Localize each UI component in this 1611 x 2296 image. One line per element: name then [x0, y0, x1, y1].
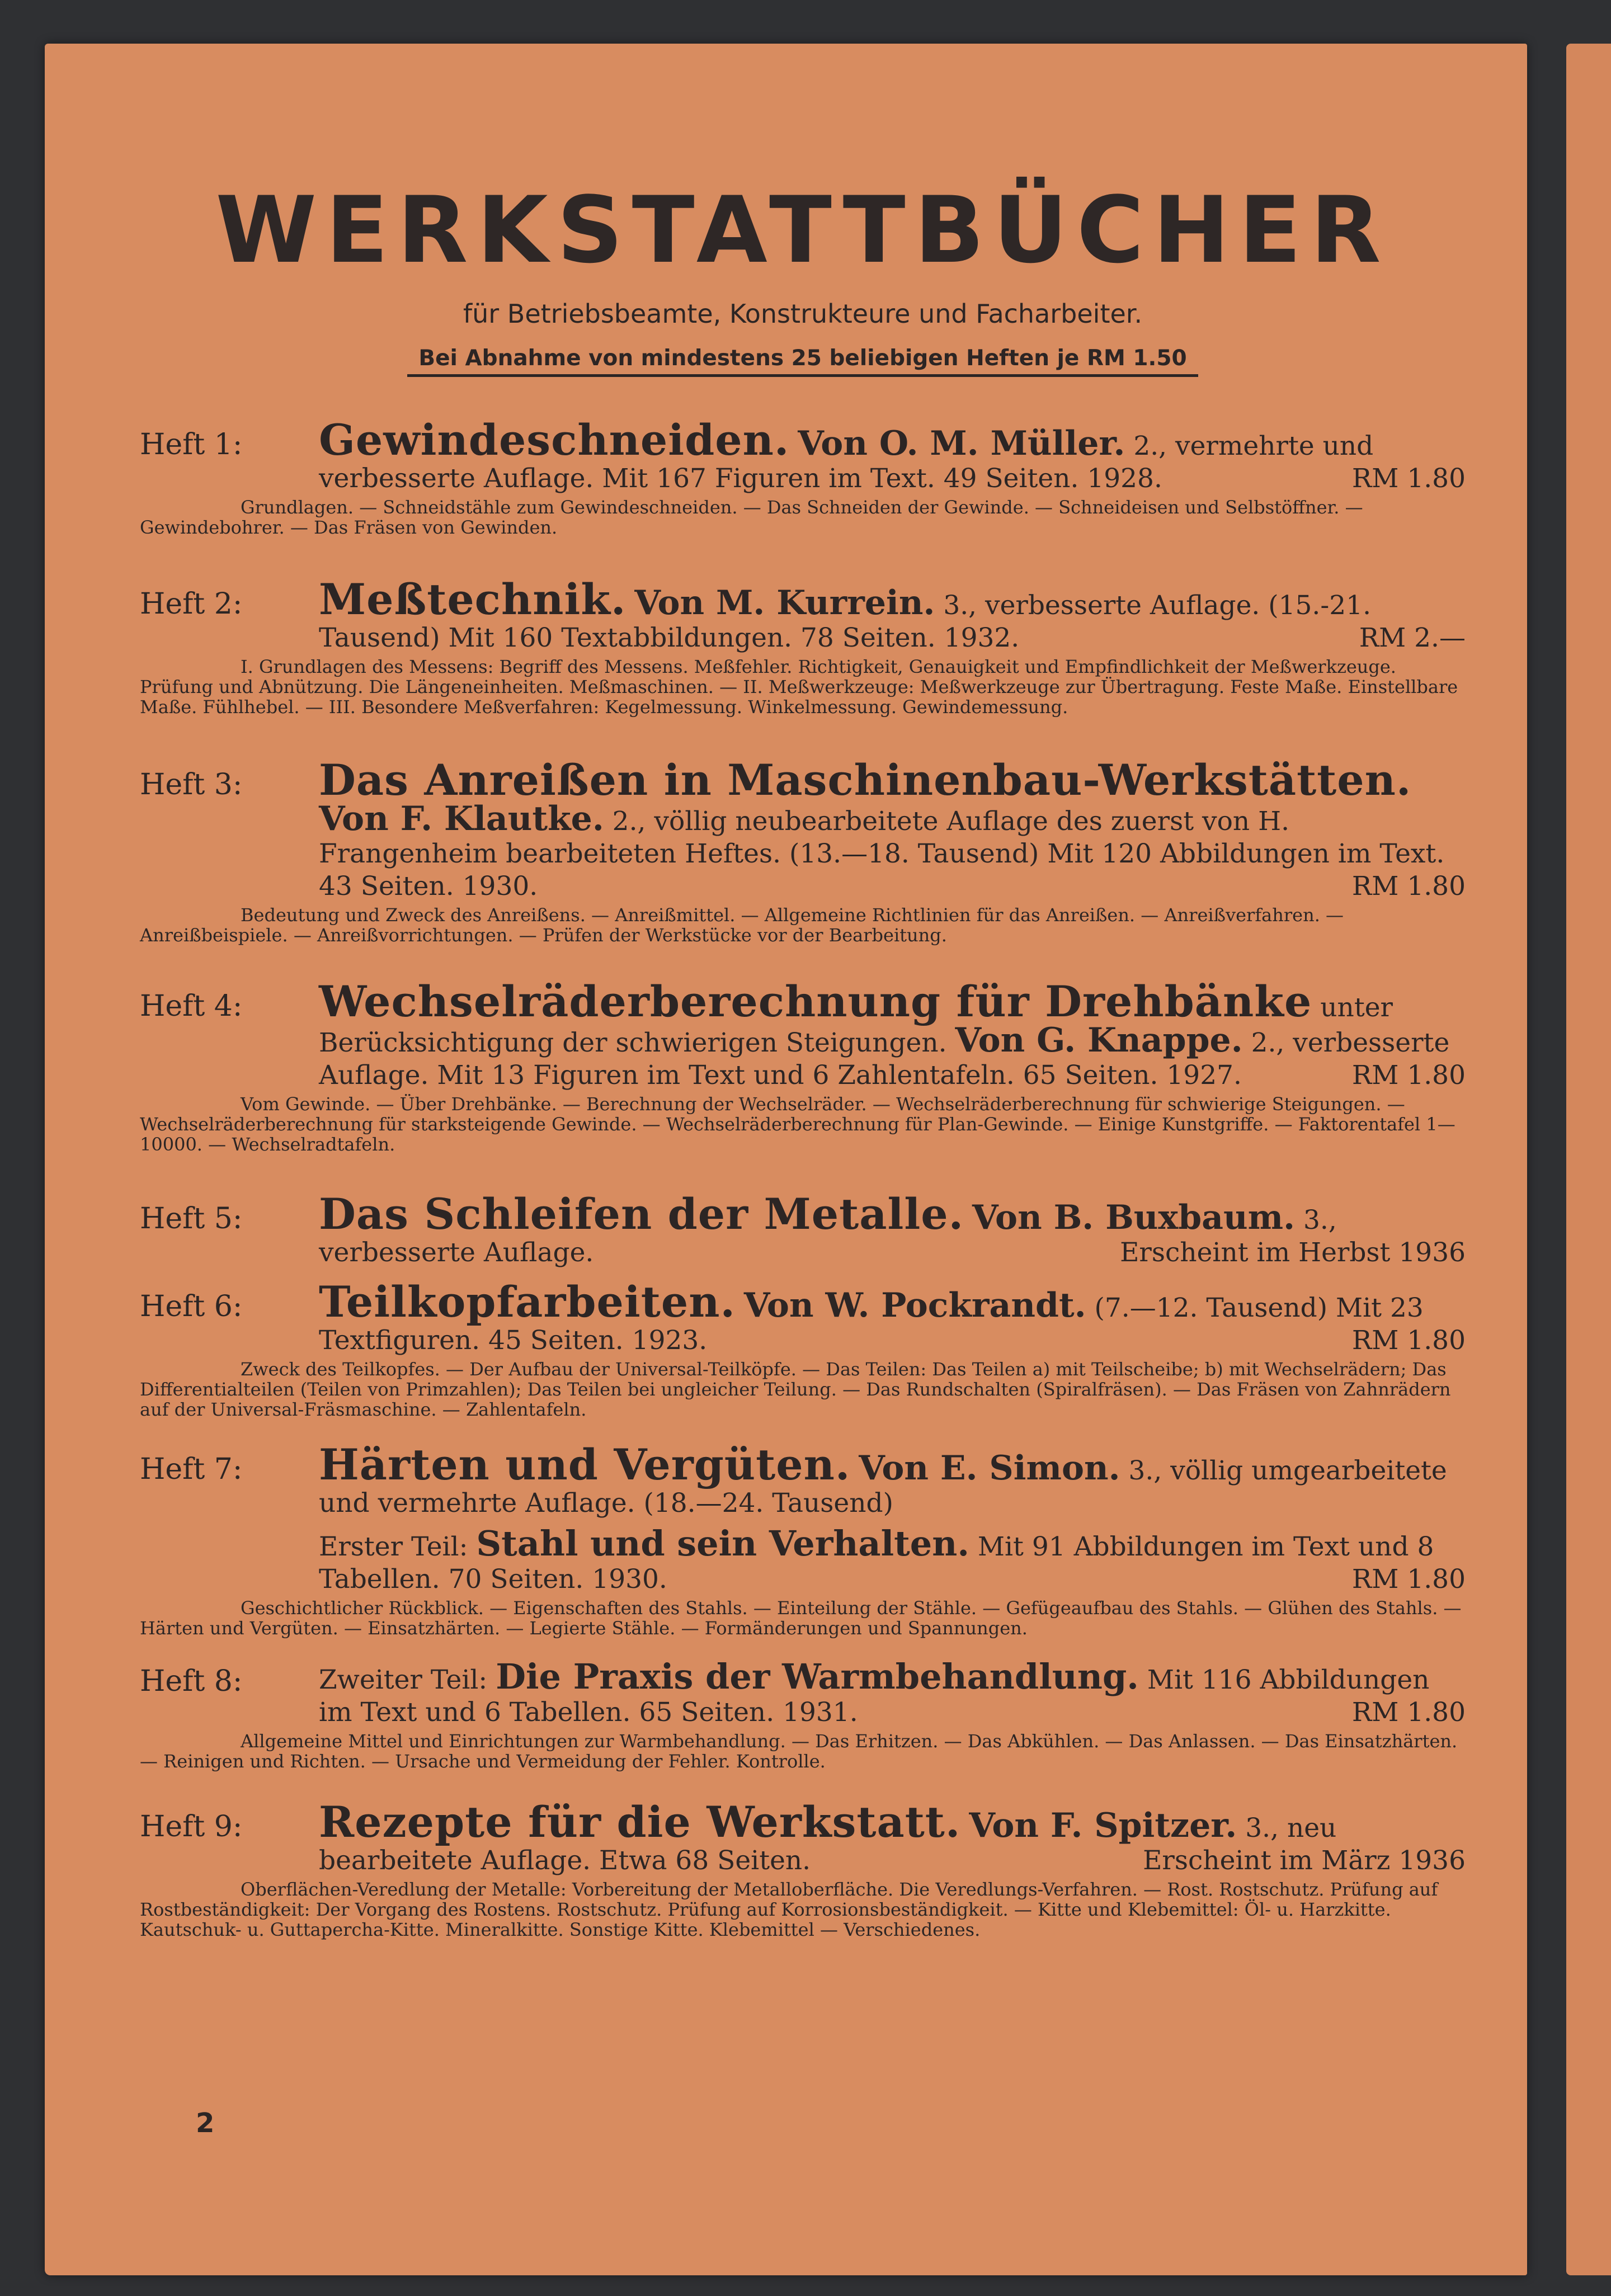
heft-body	[319, 977, 1466, 1092]
heft-title: Rezepte für die Werkstatt.	[319, 1797, 961, 1847]
masthead	[140, 177, 1466, 377]
adjacent-page-edge	[1566, 44, 1611, 2275]
heft-label: Heft 3:	[140, 768, 243, 802]
heft-entry	[140, 755, 1466, 946]
heft-entry	[140, 574, 1466, 718]
heft-label: Heft 9:	[140, 1810, 243, 1844]
heft-part	[319, 1523, 1466, 1596]
heft-body	[319, 415, 1466, 495]
heft-label: Heft 8:	[140, 1665, 243, 1698]
heft-label: Heft 4:	[140, 989, 243, 1023]
heft-entry	[140, 1797, 1466, 1940]
part-prefix: Zweiter Teil:	[319, 1665, 488, 1695]
heft-label: Heft 7:	[140, 1453, 243, 1486]
heft-contents: Zweck des Teilkopfes. — Der Aufbau der Universal-Teilköpfe. — Das Teilen: Das Teilen a) mit Teilscheibe; b) mit Wechselrädern; Das Differentialteilen (Teilen von Primzahlen); Das Teilen bei ungleicher Teilung. — Das Rundschalten (Spiralfräsen). — Das Fräsen von Zahnrädern auf der Universal-Fräsmaschine. — Zahlentafeln.	[140, 1359, 1451, 1420]
heft-contents: Oberflächen-Veredlung der Metalle: Vorbereitung der Metalloberfläche. Die Veredlungs-Verfahren. — Rost. Rostschutz. Prüfung auf Rostbeständigkeit: Der Vorgang des Rostens. Rostschutz. Prüfung auf Korrosionsbeständigkeit. — Kitte und Klebemittel: Öl- u. Harzkitte. Kautschuk- u. Guttapercha-Kitte. Mineralkitte. Sonstige Kitte. Klebemittel — Verschiedenes.	[140, 1879, 1438, 1940]
heft-title: Wechselräderberechnung für Drehbänke	[319, 977, 1312, 1026]
heft-author: Von O. M. Müller.	[798, 424, 1125, 463]
page-content	[140, 177, 1466, 1940]
heft-contents: I. Grundlagen des Messens: Begriff des Messens. Meßfehler. Richtigkeit, Genauigkeit und Empfindlichkeit der Meßwerkzeuge. Prüfung und Abnützung. Die Längeneinheiten. Meßmaschinen. — II. Meßwerkzeuge: Meßwerkzeuge zur Übertragung. Feste Maße. Einstellbare Maße. Fühlhebel. — III. Besondere Meßverfahren: Kegelmessung. Winkelmessung. Gewindemessung.	[140, 656, 1458, 718]
heft-details: 2., vermehrte und verbesserte Auflage. Mit 167 Figuren im Text. 49 Seiten. 1928.	[319, 431, 1374, 494]
heft-price: RM 1.80	[1351, 1060, 1466, 1091]
heft-details: 3., völlig umgearbeitete und vermehrte Auflage. (18.—24. Tausend)	[319, 1455, 1447, 1519]
heft-entry	[140, 1277, 1466, 1420]
bulk-offer: Bei Abnahme von mindestens 25 beliebigen Heften je RM 1.50	[407, 346, 1198, 377]
heft-availability: Erscheint im Herbst 1936	[1120, 1237, 1466, 1268]
heft-details: (7.—12. Tausend) Mit 23 Textfiguren. 45 Seiten. 1923.	[319, 1293, 1424, 1356]
heft-contents: Vom Gewinde. — Über Drehbänke. — Berechnung der Wechselräder. — Wechselräderberechnung für schwierige Steigungen. — Wechselräderberechnung für starksteigende Gewinde. — Wechselräderberechnung für Plan-Gewinde. — Einige Kunstgriffe. — Faktorentafel 1—10000. — Wechselradtafeln.	[140, 1093, 1455, 1155]
heft-author: Von E. Simon.	[859, 1449, 1120, 1488]
heft-title: Härten und Vergüten.	[319, 1440, 851, 1489]
heft-contents: Allgemeine Mittel und Einrichtungen zur Warmbehandlung. — Das Erhitzen. — Das Abkühlen. — Das Anlassen. — Das Einsatzhärten. — Reinigen und Richten. — Ursache und Vermeidung der Fehler. Kontrolle.	[140, 1731, 1458, 1772]
heft-author: Von W. Pockrandt.	[743, 1286, 1086, 1325]
heft-author: Von F. Klautke.	[319, 799, 604, 838]
heft-body	[319, 574, 1466, 654]
heft-author: Von G. Knappe.	[955, 1021, 1243, 1060]
heft-details: 3., verbesserte Auflage.	[319, 1205, 1337, 1268]
heft-topic: unter Berücksichtigung der schwierigen Steigungen.	[319, 992, 1393, 1058]
part-details: Mit 91 Abbildungen im Text und 8 Tabellen. 70 Seiten. 1930.	[319, 1531, 1434, 1595]
heft-price: RM 1.80	[1351, 871, 1466, 902]
heft-author: Von B. Buxbaum.	[972, 1198, 1296, 1237]
heft-title: Das Schleifen der Metalle.	[319, 1189, 964, 1239]
heft-body	[319, 1797, 1466, 1877]
heft-details: 3., verbesserte Auflage. (15.-21. Tausend) Mit 160 Textabbildungen. 78 Seiten. 1932.	[319, 590, 1372, 653]
page-number: 2	[196, 2108, 215, 2139]
part-details: Mit 116 Abbildungen im Text und 6 Tabellen. 65 Seiten. 1931.	[319, 1665, 1430, 1728]
heft-price: RM 1.80	[1351, 463, 1466, 494]
heft-body	[319, 1189, 1466, 1269]
heft-entry	[140, 1189, 1466, 1269]
heft-contents: Bedeutung und Zweck des Anreißens. — Anreißmittel. — Allgemeine Richtlinien für das Anreißen. — Anreißverfahren. — Anreißbeispiele. — Anreißvorrichtungen. — Prüfen der Werkstücke vor der Bearbeitung.	[140, 904, 1344, 946]
heft-author: Von F. Spitzer.	[969, 1806, 1237, 1845]
heft-label: Heft 5:	[140, 1202, 243, 1236]
part-title: Die Praxis der Warmbehandlung.	[496, 1656, 1139, 1697]
series-subtitle: für Betriebsbeamte, Konstrukteure und Facharbeiter.	[463, 299, 1143, 329]
series-title: WERKSTATTBÜCHER	[215, 177, 1390, 284]
heft-title: Gewindeschneiden.	[319, 415, 790, 465]
heft-label: Heft 2:	[140, 587, 243, 621]
heft-details: 3., neu bearbeitete Auflage. Etwa 68 Seiten.	[319, 1813, 1337, 1876]
heft-entry	[140, 415, 1466, 538]
heft-entry	[140, 1656, 1466, 1772]
heft-body	[319, 755, 1466, 903]
heft-body	[319, 1277, 1466, 1357]
heft-details: 2., völlig neubearbeitete Auflage des zuerst von H. Frangenheim bearbeiteten Heftes. (13.—18. Tausend) Mit 120 Abbildungen im Text. 43 Seiten. 1930.	[319, 806, 1445, 902]
heft-entry	[140, 1440, 1466, 1639]
heft-title: Meßtechnik.	[319, 574, 626, 624]
heft-title: Das Anreißen in Maschinenbau-Werkstätten.	[319, 755, 1412, 805]
heft-title: Teilkopfarbeiten.	[319, 1277, 736, 1327]
heft-price: RM 1.80	[1351, 1325, 1466, 1356]
heft-availability: Erscheint im März 1936	[1143, 1845, 1466, 1876]
heft-contents: Grundlagen. — Schneidstähle zum Gewindeschneiden. — Das Schneiden der Gewinde. — Schneideisen und Selbstöffner. — Gewindebohrer. — Das Fräsen von Gewinden.	[140, 497, 1363, 538]
part-prefix: Erster Teil:	[319, 1531, 468, 1562]
heft-details: 2., verbesserte Auflage. Mit 13 Figuren im Text und 6 Zahlentafeln. 65 Seiten. 1927.	[319, 1027, 1450, 1091]
heft-author: Von M. Kurrein.	[634, 583, 935, 623]
heft-contents: Geschichtlicher Rückblick. — Eigenschaften des Stahls. — Einteilung der Stähle. — Gefügeaufbau des Stahls. — Glühen des Stahls. — Härten und Vergüten. — Einsatzhärten. — Legierte Stähle. — Formänderungen und Spannungen.	[140, 1597, 1462, 1639]
part-title: Stahl und sein Verhalten.	[476, 1523, 969, 1564]
heft-body	[319, 1656, 1466, 1729]
heft-label: Heft 1:	[140, 428, 243, 461]
heft-body	[319, 1440, 1466, 1520]
heft-price: RM 2.—	[1359, 623, 1466, 653]
heft-entry	[140, 977, 1466, 1155]
heft-price: RM 1.80	[1351, 1697, 1466, 1728]
heft-price: RM 1.80	[1351, 1564, 1466, 1595]
heft-label: Heft 6:	[140, 1290, 243, 1323]
